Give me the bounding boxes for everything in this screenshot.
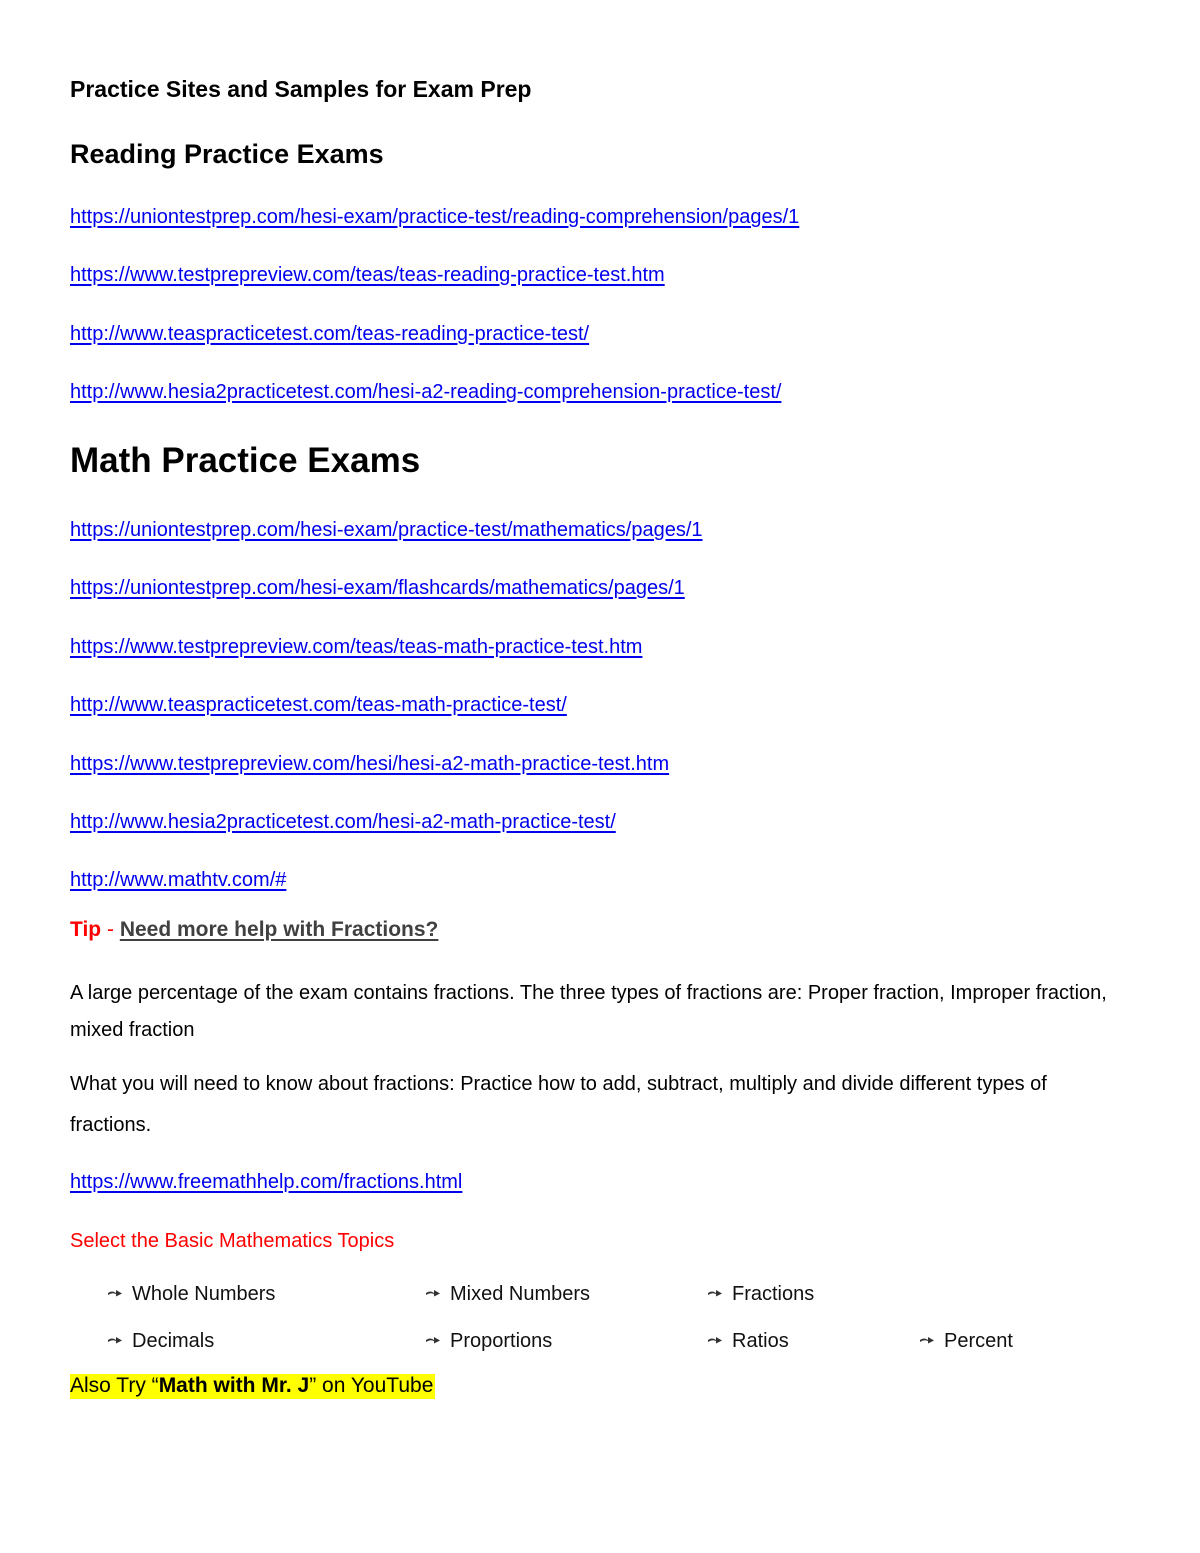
topic-percent	[920, 1330, 1013, 1353]
arrow-bullet-icon	[920, 1336, 934, 1344]
tip-line	[70, 918, 438, 942]
freemathhelp-link[interactable]: https://www.freemathhelp.com/fractions.html	[70, 1171, 463, 1193]
topic-decimals	[108, 1330, 214, 1353]
math-link-6[interactable]: http://www.hesia2practicetest.com/hesi-a2-math-practice-test/	[70, 811, 616, 833]
topic-mixed-numbers	[426, 1283, 590, 1306]
topic-ratios	[708, 1330, 789, 1353]
tip-dash: -	[106, 918, 114, 941]
math-heading: Math Practice Exams	[70, 441, 421, 480]
also-try-bold: Math with Mr. J	[158, 1374, 310, 1397]
arrow-bullet-icon	[426, 1336, 440, 1344]
reading-link-2[interactable]: https://www.testprepreview.com/teas/teas-reading-practice-test.htm	[70, 264, 665, 286]
tip-label: Tip	[70, 918, 102, 941]
topic-label: Ratios	[732, 1330, 789, 1352]
arrow-bullet-icon	[708, 1336, 722, 1344]
math-link-7[interactable]: http://www.mathtv.com/#	[70, 869, 287, 891]
arrow-bullet-icon	[426, 1289, 440, 1297]
reading-link-1[interactable]: https://uniontestprep.com/hesi-exam/practice-test/reading-comprehension/pages/1	[70, 206, 800, 228]
topic-label: Decimals	[132, 1330, 215, 1352]
topic-label: Percent	[944, 1330, 1013, 1352]
arrow-bullet-icon	[108, 1336, 122, 1344]
tip-question: Need more help with Fractions?	[119, 918, 439, 941]
arrow-bullet-icon	[108, 1289, 122, 1297]
also-try-suffix: ” on YouTube	[309, 1374, 434, 1397]
also-try-prefix: Also Try “	[70, 1374, 159, 1397]
topic-whole-numbers	[108, 1283, 275, 1306]
arrow-bullet-icon	[708, 1289, 722, 1297]
topic-proportions	[426, 1330, 552, 1353]
document-title: Practice Sites and Samples for Exam Prep	[70, 76, 532, 102]
topic-label: Whole Numbers	[132, 1283, 276, 1305]
math-link-5[interactable]: https://www.testprepreview.com/hesi/hesi-a2-math-practice-test.htm	[70, 753, 670, 775]
also-try-line	[70, 1374, 435, 1399]
math-link-4[interactable]: http://www.teaspracticetest.com/teas-math-practice-test/	[70, 694, 567, 716]
math-link-2[interactable]: https://uniontestprep.com/hesi-exam/flashcards/mathematics/pages/1	[70, 577, 685, 599]
topic-label: Proportions	[450, 1330, 553, 1352]
reading-link-4[interactable]: http://www.hesia2practicetest.com/hesi-a2-reading-comprehension-practice-test/	[70, 381, 782, 403]
topic-fractions	[708, 1283, 814, 1306]
math-link-1[interactable]: https://uniontestprep.com/hesi-exam/practice-test/mathematics/pages/1	[70, 519, 703, 541]
reading-link-3[interactable]: http://www.teaspracticetest.com/teas-reading-practice-test/	[70, 323, 590, 345]
topic-label: Fractions	[732, 1283, 815, 1305]
fractions-paragraph-2: What you will need to know about fractions: Practice how to add, subtract, multiply and divide different types of fractions.	[70, 1073, 1047, 1136]
fractions-paragraph-1: A large percentage of the exam contains fractions. The three types of fractions are: Proper fraction, Improper fraction, mixed fraction	[70, 982, 1107, 1041]
topics-label: Select the Basic Mathematics Topics	[70, 1230, 395, 1252]
reading-heading: Reading Practice Exams	[70, 139, 384, 169]
math-link-3[interactable]: https://www.testprepreview.com/teas/teas-math-practice-test.htm	[70, 636, 643, 658]
topic-label: Mixed Numbers	[450, 1283, 591, 1305]
